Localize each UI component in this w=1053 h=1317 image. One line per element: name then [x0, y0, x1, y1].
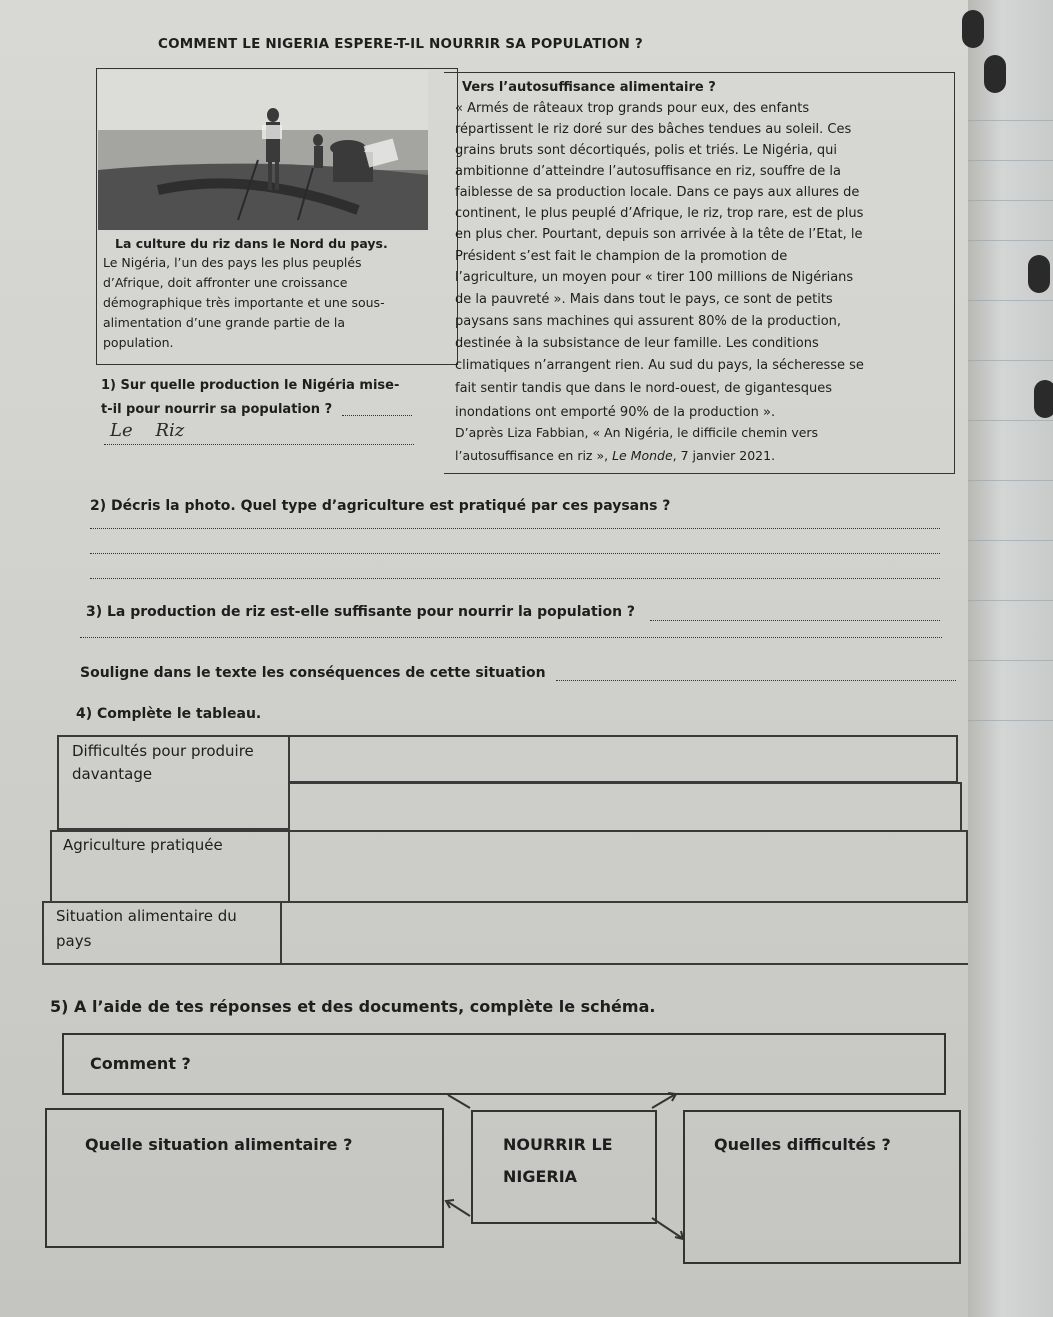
notebook-rule [968, 300, 1053, 301]
binder-hole [1028, 255, 1050, 293]
question-1-line1: 1) Sur quelle production le Nigéria mise- [101, 378, 400, 393]
binder-hole [984, 55, 1006, 93]
notebook-rule [968, 200, 1053, 201]
article-line: ambitionne d’atteindre l’autosuffisance en riz, souffre de la [455, 164, 841, 179]
table-row-label: Situation alimentaire du [56, 907, 237, 925]
article-line: l’agriculture, un moyen pour « tirer 100 millions de Nigérians [455, 270, 854, 285]
schema-center-label-line1: NOURRIR LE [503, 1135, 613, 1154]
article-line: grains bruts sont décortiqués, polis et triés. Le Nigéria, qui [455, 143, 837, 158]
notebook-rule [968, 480, 1053, 481]
notebook-rule [968, 420, 1053, 421]
schema-arrow [448, 1202, 470, 1216]
article-line: répartissent le riz doré sur des bâches tendues au soleil. Ces [455, 122, 852, 137]
source-date: , 7 janvier 2021. [672, 448, 776, 463]
notebook-rule [968, 120, 1053, 121]
schema-arrow [652, 1095, 674, 1108]
article-line: « Armés de râteaux trop grands pour eux, des enfants [455, 101, 810, 116]
notebook-rule [968, 720, 1053, 721]
schema-left-label: Quelle situation alimentaire ? [85, 1135, 353, 1154]
question-3: 3) La production de riz est-elle suffisante pour nourrir la population ? [86, 604, 636, 620]
article-line: de la pauvreté ». Mais dans tout le pays, ce sont de petits [455, 292, 833, 307]
photo-caption-title: La culture du riz dans le Nord du pays. [115, 236, 388, 251]
notebook-edge [968, 0, 1053, 1317]
question-2: 2) Décris la photo. Quel type d’agriculture est pratiqué par ces paysans ? [90, 498, 671, 514]
source-text: l’autosuffisance en riz », [455, 448, 613, 463]
binder-hole [962, 10, 984, 48]
article-line: continent, le plus peuplé d’Afrique, le riz, trop rare, est de plus [455, 206, 864, 221]
schema-right-label: Quelles difficultés ? [714, 1135, 891, 1154]
schema-top-label: Comment ? [90, 1054, 191, 1073]
article-line: inondations ont emporté 90% de la production ». [455, 405, 776, 420]
article-line: faiblesse de sa production locale. Dans ce pays aux allures de [455, 185, 860, 200]
photo-caption-line: Le Nigéria, l’un des pays les plus peuplés [103, 255, 362, 270]
table-row-label: davantage [72, 765, 153, 783]
question-1-line2: t-il pour nourrir sa population ? [101, 402, 333, 417]
article-line: en plus cher. Pourtant, depuis son arrivée à la tête de l’Etat, le [455, 227, 863, 242]
handwritten-answer-1[interactable]: Le Riz [110, 420, 185, 441]
schema-arrow [652, 1218, 682, 1238]
notebook-rule [968, 660, 1053, 661]
table-row-label: pays [56, 932, 92, 950]
question-5: 5) A l’aide de tes réponses et des documents, complète le schéma. [50, 997, 656, 1016]
binder-hole [1034, 380, 1053, 418]
notebook-rule [968, 540, 1053, 541]
table-row-label: Difficultés pour produire [72, 742, 254, 760]
article-heading: Vers l’autosuffisance alimentaire ? [462, 80, 716, 95]
question-4: 4) Complète le tableau. [76, 706, 262, 722]
schema-center-label-line2: NIGERIA [503, 1167, 578, 1186]
article-source: D’après Liza Fabbian, « An Nigéria, le difficile chemin vers [455, 425, 819, 440]
table-row-label: Agriculture pratiquée [63, 836, 223, 854]
schema-arrow [448, 1095, 470, 1108]
article-line: Président s’est fait le champion de la promotion de [455, 249, 788, 264]
photo-caption-line: démographique très importante et une sous- [103, 295, 385, 310]
page-title: COMMENT LE NIGERIA ESPERE-T-IL NOURRIR SA POPULATION ? [158, 36, 643, 52]
article-line: paysans sans machines qui assurent 80% de la production, [455, 314, 842, 329]
article-line: destinée à la subsistance de leur famille. Les conditions [455, 336, 819, 351]
notebook-rule [968, 160, 1053, 161]
photo-caption-line: alimentation d’une grande partie de la [103, 315, 346, 330]
article-line: climatiques n’arrangent rien. Au sud du pays, la sécheresse se [455, 358, 864, 373]
question-3b: Souligne dans le texte les conséquences de cette situation [80, 665, 546, 681]
source-newspaper: Le Monde [612, 448, 673, 463]
photo-caption-line: population. [103, 335, 174, 350]
article-line: fait sentir tandis que dans le nord-ouest, de gigantesques [455, 381, 833, 396]
notebook-rule [968, 360, 1053, 361]
photo-caption-line: d’Afrique, doit affronter une croissance [103, 275, 348, 290]
notebook-rule [968, 240, 1053, 241]
notebook-rule [968, 600, 1053, 601]
